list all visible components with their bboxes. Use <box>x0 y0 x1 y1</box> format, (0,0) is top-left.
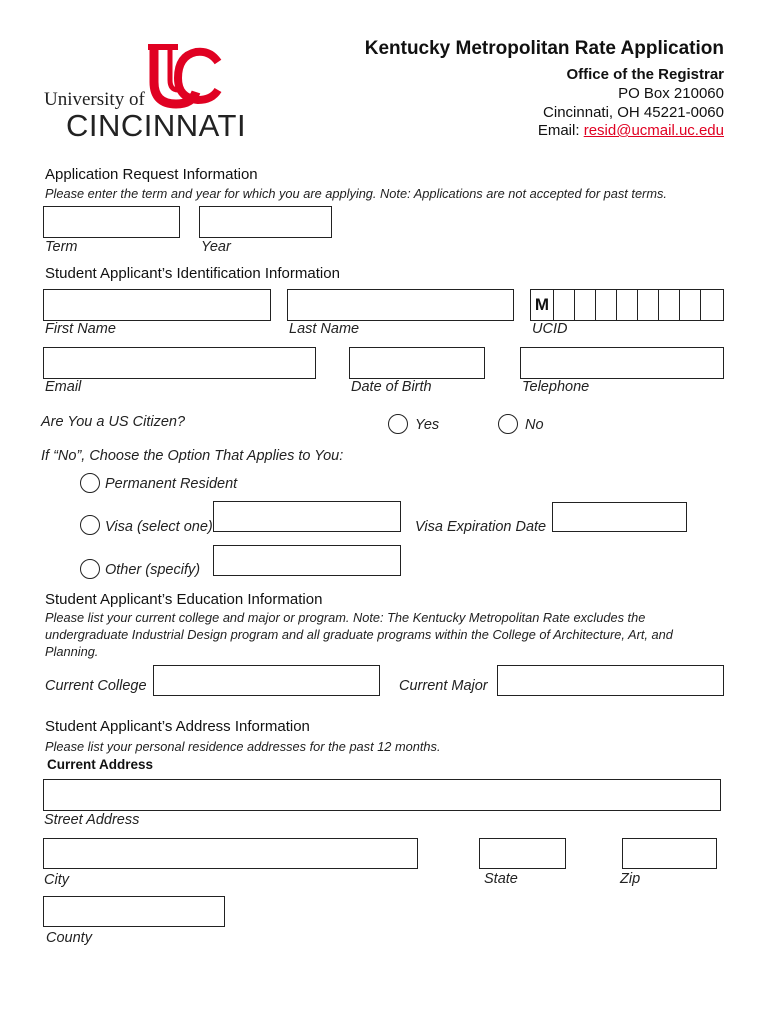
request-heading: Application Request Information <box>45 166 258 183</box>
city-state-zip: Cincinnati, OH 45221-0060 <box>543 104 724 121</box>
county-label: County <box>46 930 92 946</box>
city-label: City <box>44 872 69 888</box>
term-input[interactable] <box>43 206 180 238</box>
telephone-input[interactable] <box>520 347 724 379</box>
other-label: Other (specify) <box>105 562 201 578</box>
visa-expiration-label: Visa Expiration Date <box>415 519 547 535</box>
zip-label: Zip <box>620 871 641 887</box>
form-title: Kentucky Metropolitan Rate Application <box>364 38 724 59</box>
current-major-input[interactable] <box>497 665 724 696</box>
request-note: Please enter the term and year for which you are applying. Note: Applications are not accepted for past terms. <box>45 186 667 201</box>
term-label: Term <box>45 239 78 255</box>
ucid-label: UCID <box>532 321 568 337</box>
citizen-question: Are You a US Citizen? <box>41 414 186 430</box>
education-note: Please list your current college and major or program. Note: The Kentucky Metropolitan Rate excludes the undergraduate Industrial Design program and all graduate programs within the College of Architecture, Art, and Planning. <box>45 610 673 659</box>
zip-input[interactable] <box>622 838 717 869</box>
contact-email-line <box>538 122 724 139</box>
current-address-heading: Current Address <box>47 757 154 772</box>
date-of-birth-label: Date of Birth <box>351 379 432 395</box>
year-label: Year <box>201 239 231 255</box>
last-name-input[interactable] <box>287 289 514 321</box>
last-name-label: Last Name <box>289 321 360 337</box>
citizen-no-radio[interactable] <box>498 414 518 434</box>
po-box: PO Box 210060 <box>618 85 724 102</box>
ucid-digit-box[interactable] <box>553 290 574 320</box>
year-input[interactable] <box>199 206 332 238</box>
current-college-input[interactable] <box>153 665 380 696</box>
current-college-label: Current College <box>45 678 147 694</box>
logo-cincinnati: CINCINNATI <box>66 108 247 143</box>
email-input[interactable] <box>43 347 316 379</box>
city-input[interactable] <box>43 838 418 869</box>
street-address-label: Street Address <box>44 812 140 828</box>
ucid-digit-box[interactable] <box>700 290 721 320</box>
ucid-prefix: M <box>534 295 550 314</box>
address-note: Please list your personal residence addresses for the past 12 months. <box>45 739 441 754</box>
other-specify-input[interactable] <box>213 545 401 576</box>
university-logo <box>40 42 250 142</box>
citizen-yes-radio[interactable] <box>388 414 408 434</box>
education-heading: Student Applicant’s Education Information <box>45 591 323 608</box>
telephone-label: Telephone <box>522 379 590 395</box>
visa-label: Visa (select one) <box>105 519 213 535</box>
visa-radio[interactable] <box>80 515 100 535</box>
date-of-birth-input[interactable] <box>349 347 485 379</box>
if-no-prompt: If “No”, Choose the Option That Applies to You: <box>41 448 344 464</box>
visa-expiration-input[interactable] <box>552 502 687 532</box>
county-input[interactable] <box>43 896 225 927</box>
ucid-digit-box[interactable] <box>658 290 679 320</box>
first-name-input[interactable] <box>43 289 271 321</box>
address-heading: Student Applicant’s Address Information <box>45 718 310 735</box>
ucid-digit-box[interactable] <box>574 290 595 320</box>
street-address-input[interactable] <box>43 779 721 811</box>
identification-heading: Student Applicant’s Identification Information <box>45 265 340 282</box>
other-radio[interactable] <box>80 559 100 579</box>
citizen-yes-label: Yes <box>415 417 440 433</box>
ucid-input[interactable] <box>530 289 724 321</box>
state-input[interactable] <box>479 838 566 869</box>
permanent-resident-label: Permanent Resident <box>105 476 238 492</box>
logo-university-of: University of <box>44 89 145 110</box>
permanent-resident-radio[interactable] <box>80 473 100 493</box>
office-name: Office of the Registrar <box>566 66 724 83</box>
email-label-field: Email <box>45 379 82 395</box>
state-label: State <box>484 871 518 887</box>
current-major-label: Current Major <box>399 678 488 694</box>
citizen-no-label: No <box>525 417 544 433</box>
first-name-label: First Name <box>45 321 116 337</box>
uc-monogram-icon <box>148 42 224 110</box>
email-label: Email: <box>537 122 580 139</box>
ucid-digit-box[interactable] <box>679 290 700 320</box>
ucid-digit-box[interactable] <box>616 290 637 320</box>
ucid-digit-box[interactable] <box>595 290 616 320</box>
ucid-digit-box[interactable] <box>637 290 658 320</box>
visa-type-input[interactable] <box>213 501 401 532</box>
registrar-email-link[interactable]: resid@ucmail.uc.edu <box>583 122 724 139</box>
